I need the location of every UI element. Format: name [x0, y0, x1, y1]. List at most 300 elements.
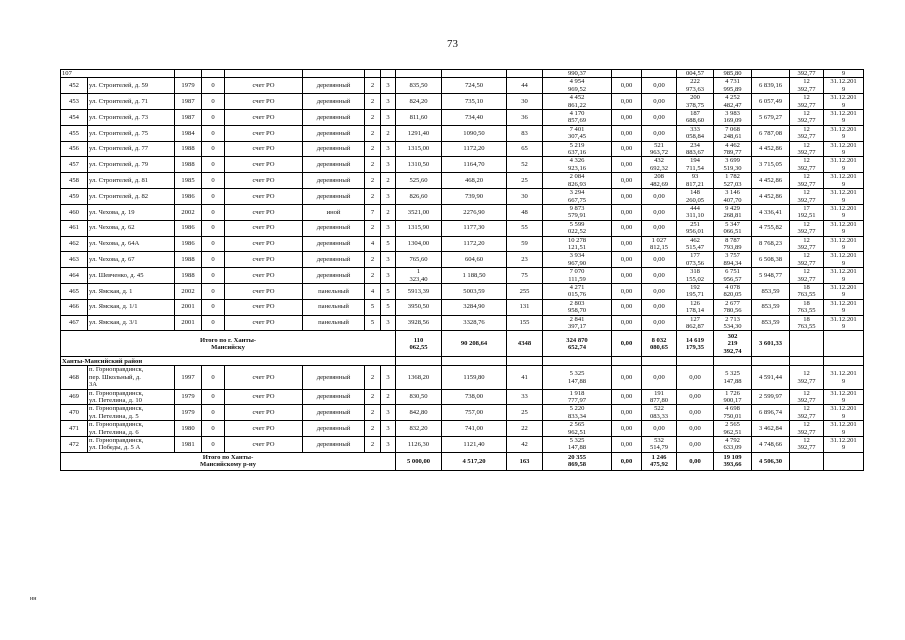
- cell-residents: 83: [507, 125, 543, 141]
- cell-total-cost: 5 599 022,52: [543, 220, 612, 236]
- cell-regional: 148 260,05: [677, 189, 714, 205]
- cell-number: 454: [61, 110, 88, 126]
- cell-per-sqm: 6 508,38: [752, 252, 790, 268]
- cell-fund: счет РО: [225, 236, 303, 252]
- cell-per-sqm: 4 591,44: [752, 366, 790, 389]
- cell-year: 2002: [175, 283, 202, 299]
- cell-regional: 0,00: [677, 389, 714, 405]
- cell-total-area: 832,20: [396, 421, 442, 437]
- cell-zero: 0: [202, 315, 225, 331]
- cell-per-sqm: 853,59: [752, 299, 790, 315]
- cell-material: иной: [303, 204, 365, 220]
- cell-year: 1997: [175, 366, 202, 389]
- cell-entrances: 3: [381, 110, 396, 126]
- cell-floors: 5: [365, 315, 381, 331]
- cell-living-area: 735,10: [442, 94, 507, 110]
- total-ppl: 163: [507, 452, 543, 470]
- cell-regional: 93 817,21: [677, 173, 714, 189]
- table-row: [61, 204, 864, 220]
- table-row: [61, 437, 864, 453]
- cell-floors: 2: [365, 157, 381, 173]
- cell-fund-1: 0,00: [612, 405, 642, 421]
- cell-total-area: 1315,00: [396, 141, 442, 157]
- cell-total-area: 1368,20: [396, 366, 442, 389]
- cell-address: ул. Строителей, д. 73: [88, 110, 175, 126]
- table-row: [61, 421, 864, 437]
- cell-zero: 0: [202, 220, 225, 236]
- cell-per-sqm: 853,59: [752, 283, 790, 299]
- cell-owners: 4 078 820,05: [714, 283, 752, 299]
- cell-fund: счет РО: [225, 405, 303, 421]
- cell-regional: 0,00: [677, 437, 714, 453]
- cell-date: 31.12.201 9: [824, 141, 864, 157]
- cell-entrances: 3: [381, 366, 396, 389]
- cell-material: деревянный: [303, 78, 365, 94]
- cell-floors: 2: [365, 268, 381, 284]
- cell-monthly: 12 392,77: [790, 236, 824, 252]
- cell-owners: 4 698 750,01: [714, 405, 752, 421]
- cell-floors: 2: [365, 110, 381, 126]
- cell-monthly: 12 392,77: [790, 141, 824, 157]
- cell-per-sqm: 6 057,49: [752, 94, 790, 110]
- cell-monthly: 17 192,51: [790, 204, 824, 220]
- cell-number: 457: [61, 157, 88, 173]
- cell-per-sqm: 8 768,23: [752, 236, 790, 252]
- cell-date: 31.12.201 9: [824, 125, 864, 141]
- table-row: [61, 157, 864, 173]
- cell-zero: 0: [202, 110, 225, 126]
- cell-monthly: 12 392,77: [790, 173, 824, 189]
- cell-continued-date: 9: [824, 70, 864, 78]
- cell-material: деревянный: [303, 421, 365, 437]
- cell-material: деревянный: [303, 110, 365, 126]
- cell-fund: счет РО: [225, 283, 303, 299]
- cell-zero: 0: [202, 405, 225, 421]
- cell-fund: счет РО: [225, 389, 303, 405]
- cell-zero: 0: [202, 173, 225, 189]
- cell-fund: счет РО: [225, 157, 303, 173]
- cell-zero: 0: [202, 283, 225, 299]
- cell-total-area: 826,60: [396, 189, 442, 205]
- cell-total-cost: 1 918 777,97: [543, 389, 612, 405]
- cell-entrances: 2: [381, 389, 396, 405]
- cell-material: деревянный: [303, 189, 365, 205]
- cell-empty: [824, 357, 864, 366]
- cell: [175, 70, 202, 78]
- cell-address: ул. Строителей, д. 77: [88, 141, 175, 157]
- cell-owners: 1 782 527,03: [714, 173, 752, 189]
- cell-per-sqm: 6 839,16: [752, 78, 790, 94]
- cell-zero: 0: [202, 389, 225, 405]
- cell: [381, 70, 396, 78]
- total-f1: 0,00: [612, 331, 642, 357]
- cell-date: 31.12.201 9: [824, 283, 864, 299]
- table-row: [61, 315, 864, 331]
- cell-zero: 0: [202, 204, 225, 220]
- cell-owners: 5 325 147,88: [714, 366, 752, 389]
- cell-total-area: 1310,50: [396, 157, 442, 173]
- cell-regional: 187 688,60: [677, 110, 714, 126]
- table-row: [61, 94, 864, 110]
- cell-owners: 4 252 482,47: [714, 94, 752, 110]
- cell-entrances: 3: [381, 189, 396, 205]
- cell-fund-1: 0,00: [612, 437, 642, 453]
- cell-total-area: 842,80: [396, 405, 442, 421]
- cell-continued-first: 107: [61, 70, 175, 78]
- cell-date: 31.12.201 9: [824, 204, 864, 220]
- cell-address: п. Горноправдинск, ул. Победы, д. 5 А: [88, 437, 175, 453]
- cell-fund: счет РО: [225, 315, 303, 331]
- cell-fund-1: 0,00: [612, 157, 642, 173]
- cell-address: п. Горноправдинск, ул. Петелина, д. 6: [88, 421, 175, 437]
- cell-address: ул. Строителей, д. 71: [88, 94, 175, 110]
- cell-monthly: 12 392,77: [790, 421, 824, 437]
- cell-date: 31.12.201 9: [824, 268, 864, 284]
- cell-per-sqm: 6 896,74: [752, 405, 790, 421]
- cell-empty: [790, 331, 824, 357]
- cell-address: п. Горноправдинск, ул. Петелина, д. 10: [88, 389, 175, 405]
- cell-fund: счет РО: [225, 173, 303, 189]
- cell-entrances: 5: [381, 236, 396, 252]
- cell-number: 460: [61, 204, 88, 220]
- cell-address: ул. Строителей, д. 82: [88, 189, 175, 205]
- cell-monthly: 12 392,77: [790, 189, 824, 205]
- cell-total-area: 1315,90: [396, 220, 442, 236]
- cell-fund-2: 0,00: [642, 283, 677, 299]
- cell-fund: счет РО: [225, 299, 303, 315]
- cell-year: 2001: [175, 315, 202, 331]
- cell-fund-1: 0,00: [612, 189, 642, 205]
- cell-number: 453: [61, 94, 88, 110]
- cell-entrances: 2: [381, 125, 396, 141]
- table-row: [61, 366, 864, 389]
- cell-monthly: 12 392,77: [790, 389, 824, 405]
- cell-fund-1: 0,00: [612, 220, 642, 236]
- cell-address: ул. Ямская, д. 3/1: [88, 315, 175, 331]
- table-row: [61, 189, 864, 205]
- cell-date: 31.12.201 9: [824, 220, 864, 236]
- cell-living-area: 757,00: [442, 405, 507, 421]
- cell-living-area: 468,20: [442, 173, 507, 189]
- cell-fund: счет РО: [225, 437, 303, 453]
- cell-monthly: 12 392,77: [790, 437, 824, 453]
- cell-owners: 3 146 407,70: [714, 189, 752, 205]
- cell-entrances: 3: [381, 437, 396, 453]
- cell-year: 1986: [175, 236, 202, 252]
- cell: [507, 70, 543, 78]
- cell-empty: [714, 357, 752, 366]
- cell-date: 31.12.201 9: [824, 299, 864, 315]
- cell-fund-1: 0,00: [612, 421, 642, 437]
- total-own: 19 109 393,66: [714, 452, 752, 470]
- cell-empty: [752, 357, 790, 366]
- cell-zero: 0: [202, 366, 225, 389]
- cell-material: деревянный: [303, 220, 365, 236]
- cell-living-area: 3328,76: [442, 315, 507, 331]
- cell-fund-1: 0,00: [612, 315, 642, 331]
- cell-year: 1986: [175, 220, 202, 236]
- cell-address: ул. Ямская, д. 1: [88, 283, 175, 299]
- cell-owners: 7 068 248,61: [714, 125, 752, 141]
- cell-material: деревянный: [303, 125, 365, 141]
- cell-living-area: 738,00: [442, 389, 507, 405]
- cell-entrances: 2: [381, 204, 396, 220]
- cell-floors: 2: [365, 389, 381, 405]
- cell-residents: 30: [507, 189, 543, 205]
- cell-floors: 2: [365, 173, 381, 189]
- cell-address: ул. Строителей, д. 79: [88, 157, 175, 173]
- cell-number: 470: [61, 405, 88, 421]
- cell-residents: 155: [507, 315, 543, 331]
- cell-date: 31.12.201 9: [824, 421, 864, 437]
- cell-total-cost: 4 452 861,22: [543, 94, 612, 110]
- cell-entrances: 5: [381, 283, 396, 299]
- table-row: [61, 125, 864, 141]
- cell-year: 2002: [175, 204, 202, 220]
- total-live: 4 517,20: [442, 452, 507, 470]
- cell-residents: 33: [507, 389, 543, 405]
- cell-total-area: 3950,50: [396, 299, 442, 315]
- cell-monthly: 12 392,77: [790, 125, 824, 141]
- cell-year: 1988: [175, 252, 202, 268]
- cell-residents: 65: [507, 141, 543, 157]
- cell-fund-2: 432 692,32: [642, 157, 677, 173]
- cell-fund-2: 0,00: [642, 110, 677, 126]
- cell-fund: счет РО: [225, 421, 303, 437]
- cell-address: ул. Чехова, д. 19: [88, 204, 175, 220]
- cell-zero: 0: [202, 268, 225, 284]
- cell-fund-1: 0,00: [612, 252, 642, 268]
- cell-number: 452: [61, 78, 88, 94]
- cell-residents: 48: [507, 204, 543, 220]
- cell-total-cost: 2 803 958,70: [543, 299, 612, 315]
- cell-fund: счет РО: [225, 78, 303, 94]
- cell-living-area: 739,90: [442, 189, 507, 205]
- cell-entrances: 3: [381, 405, 396, 421]
- cell: [202, 70, 225, 78]
- cell-number: 464: [61, 268, 88, 284]
- cell-regional: 194 711,54: [677, 157, 714, 173]
- cell-living-area: 734,40: [442, 110, 507, 126]
- total-row: [61, 331, 864, 357]
- cell-per-sqm: 4 452,86: [752, 141, 790, 157]
- cell-monthly: 12 392,77: [790, 78, 824, 94]
- cell-owners: 2 677 780,56: [714, 299, 752, 315]
- cell-living-area: 1172,20: [442, 236, 507, 252]
- cell-fund-2: 0,00: [642, 252, 677, 268]
- cell-year: 1987: [175, 94, 202, 110]
- cell-total-area: 1126,30: [396, 437, 442, 453]
- cell-total-cost: 5 219 637,16: [543, 141, 612, 157]
- cell-address: п. Горноправдинск, пер. Школьный, д. 3А: [88, 366, 175, 389]
- cell-continued-reg: 004,57: [677, 70, 714, 78]
- cell-number: 459: [61, 189, 88, 205]
- cell-regional: 0,00: [677, 366, 714, 389]
- cell-residents: 25: [507, 173, 543, 189]
- cell-monthly: 12 392,77: [790, 405, 824, 421]
- cell-zero: 0: [202, 94, 225, 110]
- cell-date: 31.12.201 9: [824, 78, 864, 94]
- cell-empty: [442, 357, 507, 366]
- cell-total-area: 5913,39: [396, 283, 442, 299]
- cell-regional: 127 862,87: [677, 315, 714, 331]
- cell-living-area: 5003,59: [442, 283, 507, 299]
- cell-fund: счет РО: [225, 125, 303, 141]
- cell-owners: 2 565 962,51: [714, 421, 752, 437]
- cell-fund-1: 0,00: [612, 78, 642, 94]
- cell-date: 31.12.201 9: [824, 94, 864, 110]
- cell-fund-1: 0,00: [612, 125, 642, 141]
- cell-year: 2001: [175, 299, 202, 315]
- cell-total-cost: 5 220 833,34: [543, 405, 612, 421]
- cell-total-cost: 10 278 121,51: [543, 236, 612, 252]
- cell-per-sqm: 5 948,77: [752, 268, 790, 284]
- cell-empty: [396, 357, 442, 366]
- total-per: 3 601,33: [752, 331, 790, 357]
- cell-zero: 0: [202, 78, 225, 94]
- cell-fund-2: 0,00: [642, 421, 677, 437]
- cell-date: 31.12.201 9: [824, 157, 864, 173]
- cell-residents: 23: [507, 252, 543, 268]
- cell-address: ул. Шевченко, д. 45: [88, 268, 175, 284]
- cell-owners: 4 462 789,77: [714, 141, 752, 157]
- section-title: Ханты-Мансийский район: [61, 357, 396, 366]
- cell-floors: 4: [365, 236, 381, 252]
- cell-per-sqm: 4 748,66: [752, 437, 790, 453]
- cell-address: ул. Строителей, д. 81: [88, 173, 175, 189]
- cell: [303, 70, 365, 78]
- cell-year: 1979: [175, 405, 202, 421]
- cell-fund-1: 0,00: [612, 236, 642, 252]
- cell-fund: счет РО: [225, 94, 303, 110]
- cell-total-area: 3521,00: [396, 204, 442, 220]
- cell-floors: 2: [365, 94, 381, 110]
- cell-fund-2: 521 963,72: [642, 141, 677, 157]
- table-row: [61, 405, 864, 421]
- cell-regional: 318 155,02: [677, 268, 714, 284]
- cell-living-area: 1159,80: [442, 366, 507, 389]
- cell-monthly: 12 392,77: [790, 366, 824, 389]
- cell-number: 462: [61, 236, 88, 252]
- cell: [612, 70, 642, 78]
- total-label: Итого по г. Ханты- Мансийску: [61, 331, 396, 357]
- table-row: [61, 389, 864, 405]
- cell: [642, 70, 677, 78]
- total-cost: 324 870 652,74: [543, 331, 612, 357]
- cell-total-area: 811,60: [396, 110, 442, 126]
- cell-fund-2: 0,00: [642, 299, 677, 315]
- cell-material: деревянный: [303, 405, 365, 421]
- cell-year: 1979: [175, 78, 202, 94]
- cell-total-area: 765,60: [396, 252, 442, 268]
- cell-fund-1: 0,00: [612, 268, 642, 284]
- total-own: 302 219 392,74: [714, 331, 752, 357]
- cell-residents: 59: [507, 236, 543, 252]
- cell-empty: [824, 452, 864, 470]
- table-row: [61, 252, 864, 268]
- cell-fund-2: 0,00: [642, 366, 677, 389]
- cell-total-cost: 3 934 967,90: [543, 252, 612, 268]
- cell-monthly: 12 392,77: [790, 110, 824, 126]
- cell-fund-2: 0,00: [642, 204, 677, 220]
- cell-date: 31.12.201 9: [824, 189, 864, 205]
- cell-entrances: 3: [381, 94, 396, 110]
- total-row: [61, 452, 864, 470]
- cell-owners: 4 792 633,09: [714, 437, 752, 453]
- cell-entrances: 2: [381, 173, 396, 189]
- cell-floors: 2: [365, 220, 381, 236]
- cell-number: 455: [61, 125, 88, 141]
- cell-address: ул. Строителей, д. 59: [88, 78, 175, 94]
- cell-floors: 7: [365, 204, 381, 220]
- cell-total-cost: 7 401 307,45: [543, 125, 612, 141]
- table-row: [61, 268, 864, 284]
- cell-address: ул. Ямская, д. 1/1: [88, 299, 175, 315]
- total-live: 90 208,64: [442, 331, 507, 357]
- cell-fund-1: 0,00: [612, 173, 642, 189]
- cell-residents: 55: [507, 220, 543, 236]
- cell-date: 31.12.201 9: [824, 252, 864, 268]
- cell-empty: [612, 357, 642, 366]
- cell-fund: счет РО: [225, 366, 303, 389]
- cell-entrances: 3: [381, 220, 396, 236]
- total-reg: 14 619 179,35: [677, 331, 714, 357]
- cell-living-area: 1 188,50: [442, 268, 507, 284]
- cell-entrances: 3: [381, 78, 396, 94]
- total-area: 5 000,00: [396, 452, 442, 470]
- total-ppl: 4348: [507, 331, 543, 357]
- cell-material: панельный: [303, 315, 365, 331]
- cell-fund: счет РО: [225, 189, 303, 205]
- cell-empty: [507, 357, 543, 366]
- cell-floors: 2: [365, 421, 381, 437]
- cell-address: ул. Чехова, д. 67: [88, 252, 175, 268]
- cell-living-area: 2276,90: [442, 204, 507, 220]
- cell-date: 31.12.201 9: [824, 389, 864, 405]
- cell-material: деревянный: [303, 252, 365, 268]
- cell: [752, 70, 790, 78]
- cell-floors: 2: [365, 125, 381, 141]
- cell-number: 469: [61, 389, 88, 405]
- cell-total-cost: 5 325 147,88: [543, 437, 612, 453]
- cell-year: 1988: [175, 141, 202, 157]
- cell-entrances: 3: [381, 421, 396, 437]
- cell-year: 1986: [175, 189, 202, 205]
- cell-number: 463: [61, 252, 88, 268]
- cell-living-area: 724,50: [442, 78, 507, 94]
- cell-total-cost: 7 070 111,59: [543, 268, 612, 284]
- cell-monthly: 12 392,77: [790, 252, 824, 268]
- total-area: 110 062,55: [396, 331, 442, 357]
- cell-fund-2: 208 482,69: [642, 173, 677, 189]
- cell-per-sqm: 853,59: [752, 315, 790, 331]
- cell-residents: 25: [507, 405, 543, 421]
- cell-number: 471: [61, 421, 88, 437]
- cell-total-cost: 4 954 969,52: [543, 78, 612, 94]
- cell-residents: 131: [507, 299, 543, 315]
- cell-continued-cost: 990,37: [543, 70, 612, 78]
- cell-owners: 3 757 894,34: [714, 252, 752, 268]
- cell-total-cost: 2 841 397,17: [543, 315, 612, 331]
- cell-regional: 222 973,63: [677, 78, 714, 94]
- cell-total-cost: 4 170 857,69: [543, 110, 612, 126]
- cell-material: панельный: [303, 299, 365, 315]
- cell-fund: счет РО: [225, 110, 303, 126]
- cell-fund-1: 0,00: [612, 204, 642, 220]
- cell-empty: [677, 357, 714, 366]
- cell-continued-own: 985,80: [714, 70, 752, 78]
- cell-fund-1: 0,00: [612, 366, 642, 389]
